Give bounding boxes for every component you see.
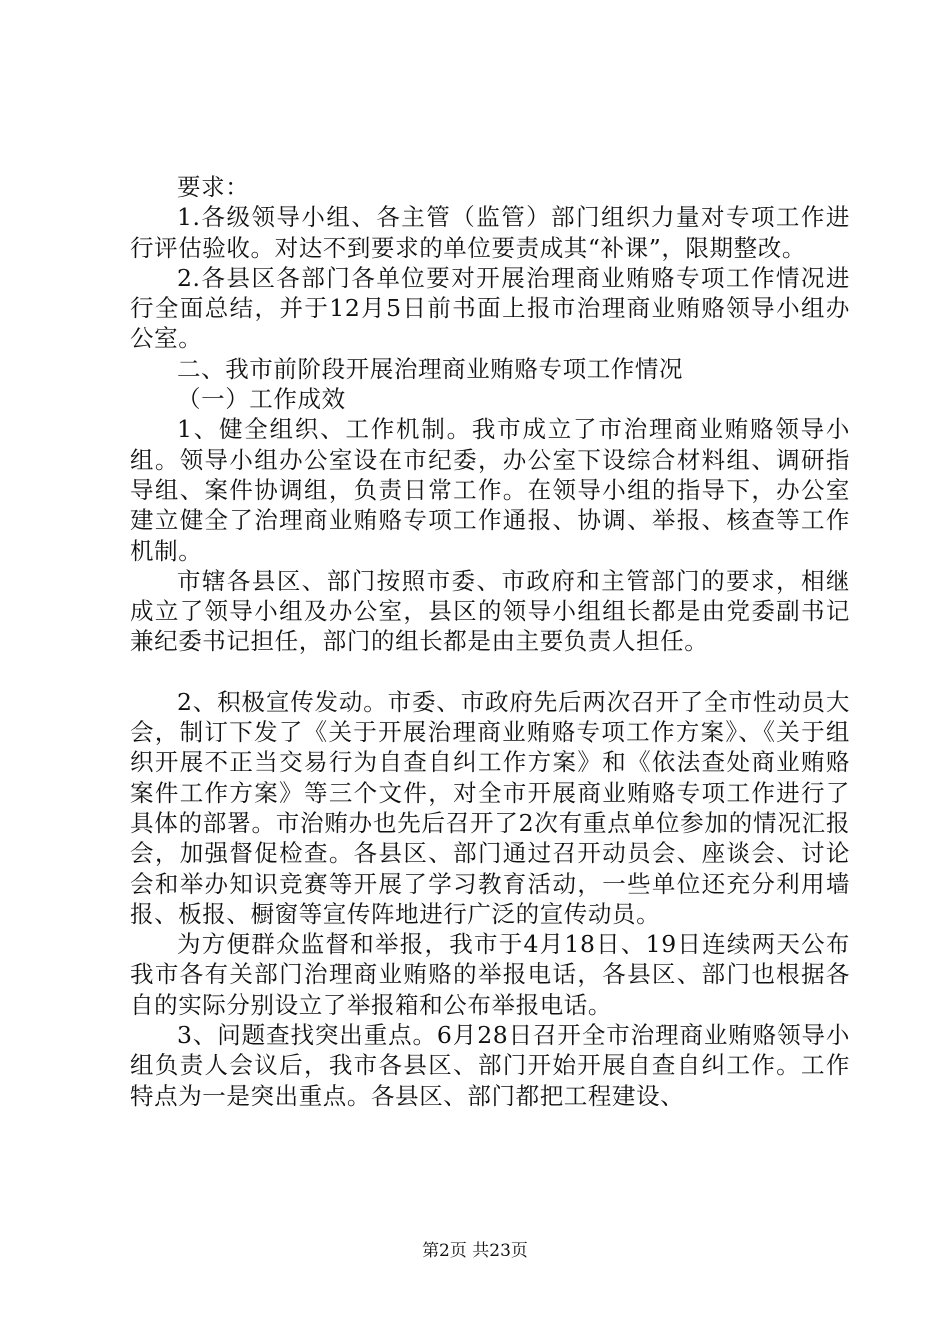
paragraph-item-1: 1、健全组织、工作机制。我市成立了市治理商业贿赂领导小组。领导小组办公室设在市纪委，办公室下设综合材料组、调研指导组、案件协调组，负责日常工作。在领导小组的指导下，办公室建立健全了治理商业贿赂专项工作通报、协调、举报、核查等工作机制。 <box>130 415 850 565</box>
subsection-heading-achievements: （一）工作成效 <box>177 385 346 414</box>
paragraph-item-3: 3、问题查找突出重点。6月28日召开全市治理商业贿赂领导小组负责人会议后，我市各县区、部门开始开展自查自纠工作。工作特点为一是突出重点。各县区、部门都把工程建设、 <box>130 1021 850 1110</box>
paragraph-requirements-intro: 要求： <box>177 173 250 201</box>
paragraph-item-1-continued: 市辖各县区、部门按照市委、市政府和主管部门的要求，相继成立了领导小组及办公室，县区的领导小组组长都是由党委副书记兼纪委书记担任，部门的组长都是由主要负责人担任。 <box>130 566 850 656</box>
paragraph-item-2: 2、积极宣传发动。市委、市政府先后两次召开了全市性动员大会，制订下发了《关于开展治理商业贿赂专项工作方案》、《关于组织开展不正当交易行为自查自纠工作方案》和《依法查处商业贿赂案件工作方案》等三个文件，对全市开展商业贿赂专项工作进行了具体的部署。市治贿办也先后召开了2次有重点单位参加的情况汇报会，加强督促检查。各县区、部门通过召开动员会、座谈会、讨论会和举办知识竞赛等开展了学习教育活动，一些单位还充分利用墙报、板报、橱窗等宣传阵地进行广泛的宣传动员。 <box>130 687 850 928</box>
page-number-footer: 第2页 共23页 <box>422 1241 528 1261</box>
paragraph-requirement-1: 1.各级领导小组、各主管（监管）部门组织力量对专项工作进行评估验收。对达不到要求的单位要责成其“补课”，限期整改。 <box>130 203 850 262</box>
document-body <box>130 172 850 1111</box>
paragraph-requirement-2: 2.各县区各部门各单位要对开展治理商业贿赂专项工作情况进行全面总结，并于12月5日前书面上报市治理商业贿赂领导小组办公室。 <box>130 263 850 353</box>
paragraph-item-2-continued: 为方便群众监督和举报，我市于4月18日、19日连续两天公布我市各有关部门治理商业贿赂的举报电话，各县区、部门也根据各自的实际分别设立了举报箱和公布举报电话。 <box>130 930 850 1019</box>
section-heading-2: 二、我市前阶段开展治理商业贿赂专项工作情况 <box>177 354 684 383</box>
